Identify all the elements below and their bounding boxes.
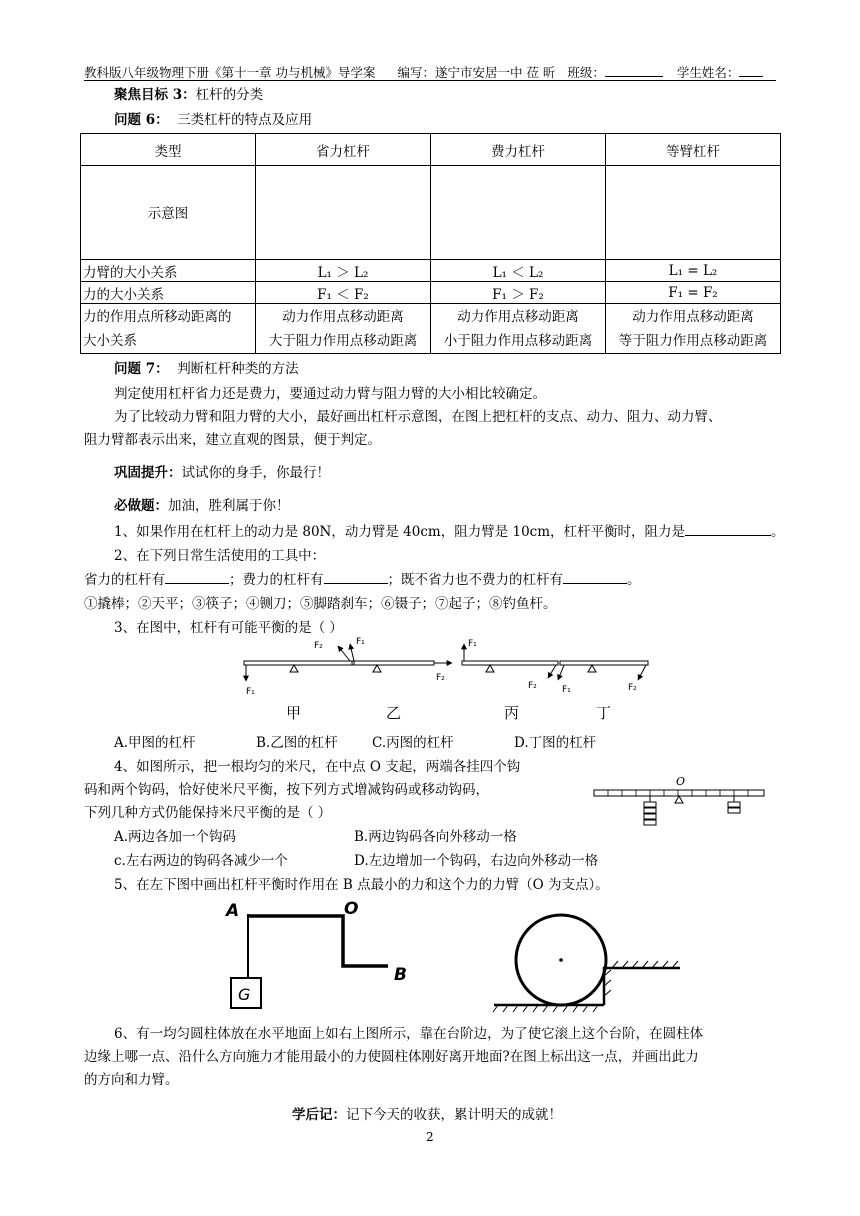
q6-line [114, 108, 312, 128]
cell: L₁ ＞ L₂ [256, 260, 431, 282]
p6-line2: 边缘上哪一点、沿什么方向施力才能用最小的力使圆柱体刚好离开地面?在图上标出这一点，并画出此力 [84, 1049, 699, 1065]
header-author: 编写：遂宁市安居一中 莅 昕 [397, 65, 556, 80]
problem-1 [114, 520, 785, 540]
cell: F₁ = F₂ [606, 282, 781, 304]
p3-option-b[interactable]: B.乙图的杠杆 [256, 735, 338, 751]
cell [606, 304, 781, 354]
para1: 判定使用杠杆省力还是费力，要通过动力臂与阻力臂的大小相比较确定。 [114, 386, 546, 402]
lever-yi [350, 637, 452, 683]
consolidate-label: 巩固提升： [114, 465, 182, 481]
cell-line: 动力作用点移动距离 [632, 308, 754, 325]
page-number: 2 [426, 1130, 434, 1144]
lever-table [80, 133, 781, 354]
row-label [81, 304, 256, 354]
p3-option-d[interactable]: D.丁图的杠杆 [514, 735, 597, 751]
cell-line: 动力作用点移动距离 [282, 308, 404, 325]
jia-f1-label: F₁ [246, 687, 255, 697]
required-label: 必做题： [114, 498, 168, 514]
table-diagram-row [81, 166, 781, 260]
header-rule [84, 80, 776, 81]
th-equal-arm: 等臂杠杆 [606, 134, 781, 166]
p4-line1: 4、如图所示，把一根均匀的米尺，在中点 O 支起，两端各挂四个钩 [114, 759, 521, 775]
cell [256, 304, 431, 354]
footer-label: 学后记： [292, 1107, 346, 1123]
bing-f2-label: F₂ [528, 681, 537, 691]
q7-line [114, 357, 299, 377]
cell-line: 动力作用点移动距离 [457, 308, 579, 325]
meter-stick-figure [590, 772, 770, 832]
jia-f2-label: F₂ [314, 641, 323, 651]
cell [431, 304, 606, 354]
cell: L₁ ＜ L₂ [431, 260, 606, 282]
table-row [81, 304, 781, 354]
diagram-label: 示意图 [81, 166, 256, 260]
row-label-line: 大小关系 [83, 332, 137, 349]
p4-option-a[interactable]: A.两边各加一个钩码 [114, 829, 237, 845]
goal3-line [114, 83, 263, 103]
th-force-saving: 省力杠杆 [256, 134, 431, 166]
goal3-text: 杠杆的分类 [195, 87, 264, 103]
p4-option-c[interactable]: c.左右两边的钩码各减少一个 [114, 853, 288, 869]
class-blank[interactable] [605, 76, 663, 77]
para2-line1: 为了比较动力臂和阻力臂的大小，最好画出杠杆示意图，在图上把杠杆的支点、动力、阻力、动力臂、 [114, 409, 722, 425]
p2-label-c: ；既不省力也不费力的杠杆有 [387, 572, 563, 588]
lever-figures [240, 636, 660, 726]
yi-f2-label: F₂ [436, 673, 445, 683]
left-weights [644, 802, 656, 825]
consolidate-text: 试试你的身手，你最行！ [181, 465, 330, 481]
p2-blank-b[interactable] [324, 583, 388, 584]
p2-items: ①撬棒；②天平；③筷子；④铡刀；⑤脚踏刹车；⑥镊子；⑦起子；⑧钓鱼杆。 [84, 596, 557, 612]
label-g: G [238, 985, 251, 1004]
cell: L₁ = L₂ [606, 260, 781, 282]
p3-option-c[interactable]: C.丙图的杠杆 [372, 735, 454, 751]
ding-f2-label: F₂ [628, 683, 637, 693]
row-label-line: 力的作用点所移动距离的 [83, 308, 232, 325]
p4-option-b[interactable]: B.两边钩码各向外移动一格 [354, 829, 517, 845]
p6-line1: 6、有一均匀圆柱体放在水平地面上如右上图所示，靠在台阶边，为了使它滚上这个台阶，在圆柱体 [114, 1026, 704, 1042]
table-row [81, 260, 781, 282]
p2-blanks-line [84, 568, 641, 588]
fig-label-yi: 乙 [386, 704, 402, 722]
pivot-o-label: O [676, 775, 686, 788]
right-weights [728, 802, 740, 813]
footer-note [292, 1103, 562, 1123]
row-label: 力臂的大小关系 [81, 260, 256, 282]
table-header-row [81, 134, 781, 166]
para2-line2: 阻力臂都表示出来，建立直观的图景，便于判定。 [84, 432, 381, 448]
diagram-cell-3[interactable] [606, 166, 781, 260]
header-title: 教科版八年级物理下册《第十一章 功与机械》导学案 [84, 65, 376, 80]
q6-label: 问题 6： [114, 112, 169, 128]
p4-line2: 码和两个钩码，恰好使米尺平衡，按下列方式增减钩码或移动钩码， [84, 782, 489, 798]
bing-f1-label: F₁ [468, 639, 477, 649]
p2-intro: 2、在下列日常生活使用的工具中： [114, 548, 326, 564]
label-o: O [344, 899, 359, 919]
p2-blank-c[interactable] [563, 583, 627, 584]
row-label: 力的大小关系 [81, 282, 256, 304]
footer-text: 记下今天的收获，累计明天的成就！ [346, 1107, 562, 1123]
diagram-cell-2[interactable] [431, 166, 606, 260]
p1-answer-blank[interactable] [685, 535, 771, 536]
p3-stem: 3、在图中，杠杆有可能平衡的是（ ） [114, 620, 343, 636]
p2-end: 。 [627, 572, 641, 588]
label-a: A [226, 901, 240, 921]
cell: F₁ ＜ F₂ [256, 282, 431, 304]
lever-ding [558, 661, 648, 695]
p3-option-a[interactable]: A.甲图的杠杆 [114, 735, 196, 751]
q7-label: 问题 7： [114, 361, 169, 377]
p1-text: 1、如果作用在杠杆上的动力是 80N，动力臂是 40cm，阻力臂是 10cm，杠杆平衡时，阻力是 [114, 524, 686, 540]
lever-ab-figure [218, 896, 418, 1014]
cell-line: 等于阻力作用点移动距离 [618, 332, 768, 349]
yi-f1-label: F₁ [356, 637, 365, 647]
cell-line: 小于阻力作用点移动距离 [443, 332, 593, 349]
th-force-costing: 费力杠杆 [431, 134, 606, 166]
required-line [114, 494, 290, 514]
th-type: 类型 [81, 134, 256, 166]
p6-line3: 的方向和力臂。 [84, 1072, 179, 1088]
header-class-label: 班级： [567, 65, 605, 80]
header-bar [84, 63, 763, 81]
p2-blank-a[interactable] [165, 583, 229, 584]
consolidate-line [114, 461, 330, 481]
fig-label-jia: 甲 [286, 704, 302, 722]
lever-jia [244, 641, 354, 697]
cell-line: 大于阻力作用点移动距离 [268, 332, 418, 349]
required-text: 加油，胜利属于你！ [168, 498, 290, 514]
label-b: B [394, 965, 407, 985]
p4-option-d[interactable]: D.左边增加一个钩码，右边向外移动一格 [354, 853, 599, 869]
p1-end: 。 [771, 524, 785, 540]
p2-label-a: 省力的杠杆有 [84, 572, 165, 588]
fig-label-bing: 丙 [504, 704, 520, 722]
table-row [81, 282, 781, 304]
q6-text: 三类杠杆的特点及应用 [177, 112, 313, 128]
p5-text: 5、在左下图中画出杠杆平衡时作用在 B 点最小的力和这个力的力臂（O 为支点）。 [114, 877, 609, 893]
cylinder-step-figure [488, 904, 688, 1008]
cell: F₁ ＞ F₂ [431, 282, 606, 304]
fig-label-ding: 丁 [596, 704, 612, 722]
lever-bing [462, 639, 558, 691]
ding-f1-label: F₁ [562, 685, 571, 695]
p4-line3: 下列几种方式仍能保持米尺平衡的是（ ） [84, 805, 332, 821]
name-blank[interactable] [739, 76, 763, 77]
goal3-label: 聚焦目标 3： [114, 87, 196, 103]
header-name-label: 学生姓名： [676, 65, 740, 80]
diagram-cell-1[interactable] [256, 166, 431, 260]
q7-text: 判断杠杆种类的方法 [177, 361, 299, 377]
p2-label-b: ；费力的杠杆有 [229, 572, 324, 588]
